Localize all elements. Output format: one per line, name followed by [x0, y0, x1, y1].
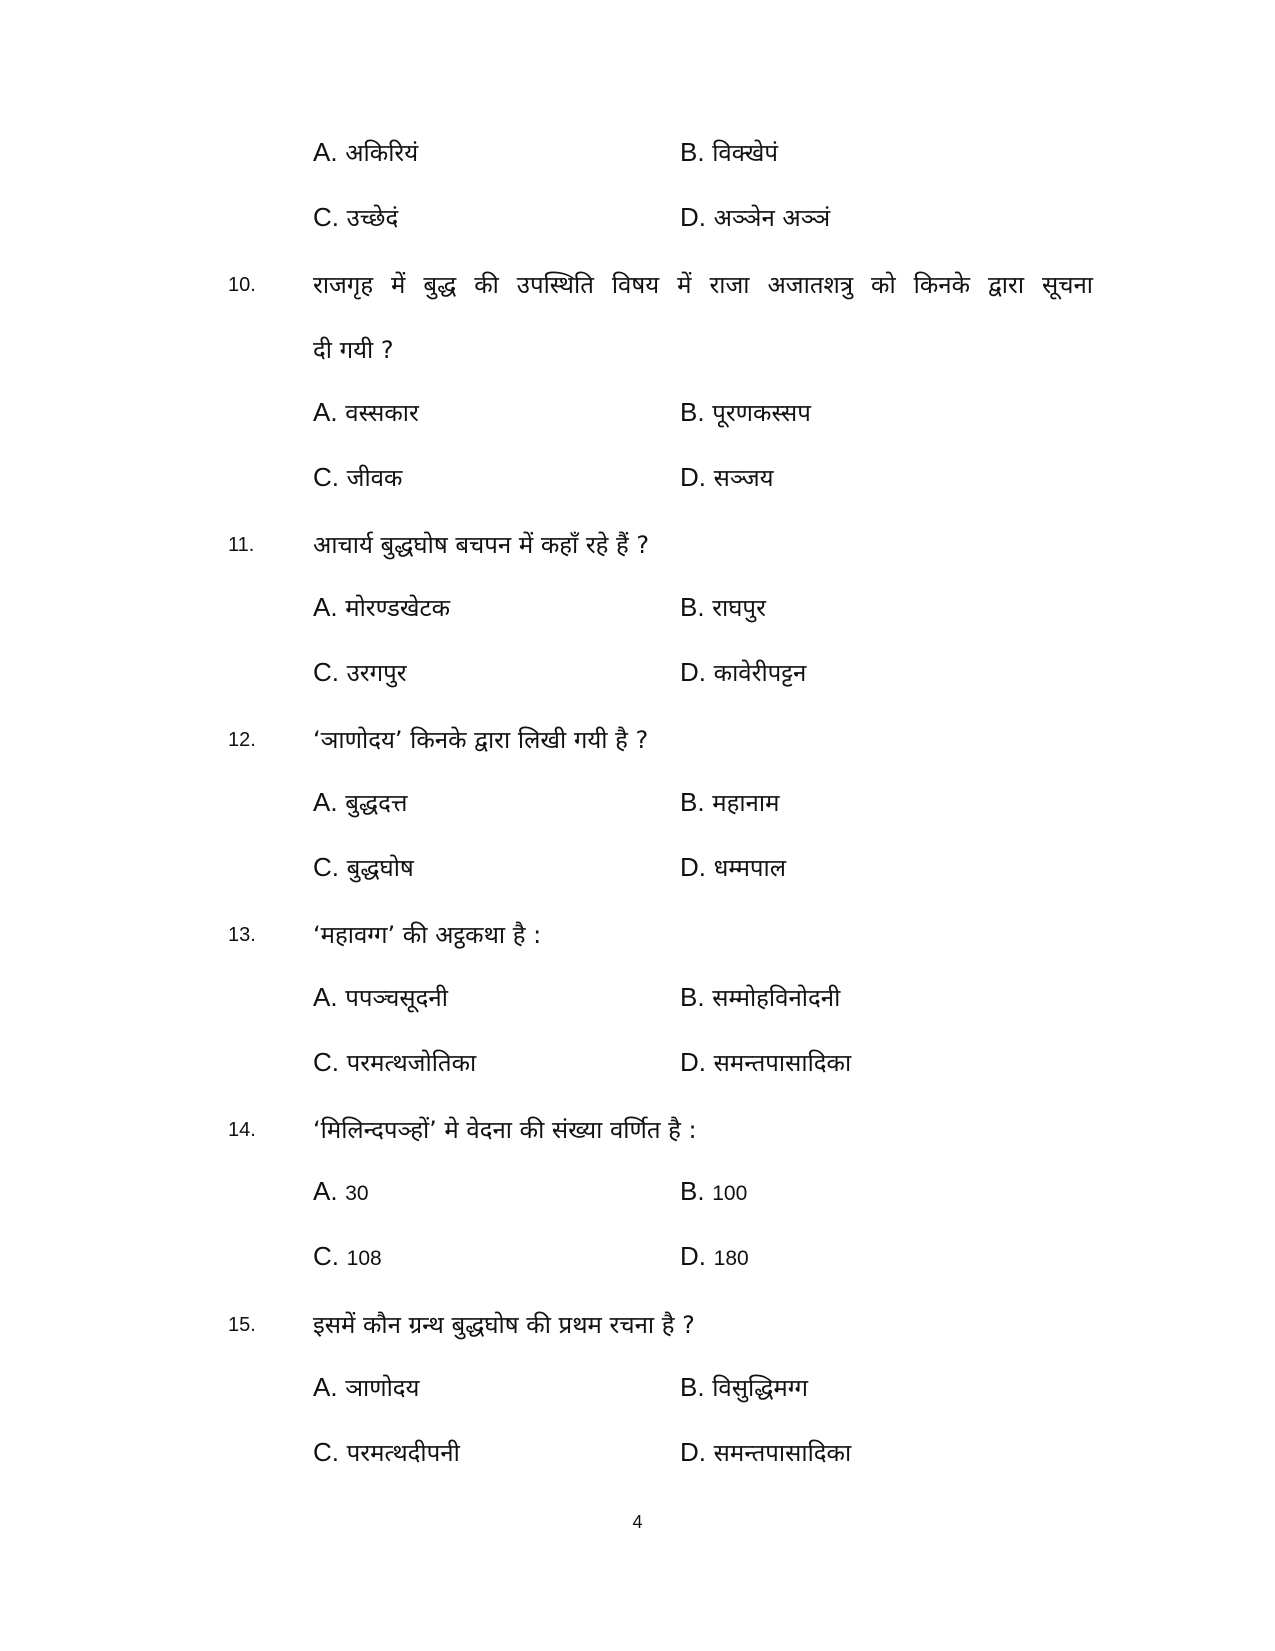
- q9-option-a: A. अकिरियं: [313, 137, 419, 167]
- q15-option-c: C. परमत्थदीपनी: [313, 1437, 460, 1467]
- q9-option-d-text: अञ्ञेन अञ्ञं: [713, 204, 831, 232]
- q11-option-a: A. मोरण्डखेटक: [313, 592, 451, 622]
- q9-option-b: B. विक्खेपं: [680, 137, 778, 167]
- question-text-line-2: दी गयी ?: [313, 336, 394, 364]
- q12-option-d-text: धम्मपाल: [713, 854, 787, 882]
- q15-option-a: A. ञाणोदय: [313, 1372, 420, 1402]
- q10-option-a-text: वस्सकार: [345, 399, 419, 427]
- question-text: ‘ञाणोदय’ किनके द्वारा लिखी गयी है ?: [313, 726, 649, 754]
- q14-option-c-text: 108: [346, 1247, 382, 1270]
- q12-options-row-2: [0, 851, 1275, 891]
- q9-option-a-text: अकिरियं: [345, 139, 419, 167]
- q9-options-row-1: [0, 136, 1275, 176]
- question-text: आचार्य बुद्धघोष बचपन में कहाँ रहे हैं ?: [313, 531, 650, 559]
- q12-option-d: D. धम्मपाल: [680, 852, 787, 882]
- q13-options-row-1: [0, 981, 1275, 1021]
- q9-option-d: D. अञ्ञेन अञ्ञं: [680, 202, 831, 232]
- q11-options-row-2: [0, 656, 1275, 696]
- question-number: 12.: [228, 729, 256, 751]
- q14-option-c: C. 108: [313, 1241, 382, 1271]
- q10-option-c-text: जीवक: [346, 464, 403, 492]
- q10-option-d-text: सञ्जय: [713, 464, 774, 492]
- q11-option-d: D. कावेरीपट्टन: [680, 657, 807, 687]
- q12-option-a: A. बुद्धदत्त: [313, 787, 408, 817]
- question-10: [0, 266, 1275, 306]
- q15-option-b-text: विसुद्धिमग्ग: [712, 1374, 809, 1402]
- question-number: 13.: [228, 924, 256, 946]
- q9-option-b-text: विक्खेपं: [712, 139, 778, 167]
- q15-option-b: B. विसुद्धिमग्ग: [680, 1372, 809, 1402]
- q14-option-b: B. 100: [680, 1176, 748, 1206]
- q10-options-row-2: [0, 461, 1275, 501]
- q11-option-b: B. राघपुर: [680, 592, 766, 622]
- question-15: [0, 1306, 1275, 1346]
- question-text: ‘महावग्ग’ की अट्ठकथा है :: [313, 921, 542, 949]
- q10-option-b: B. पूरणकस्सप: [680, 397, 811, 427]
- question-11: [0, 526, 1275, 566]
- q13-option-a: A. पपञ्चसूदनी: [313, 982, 448, 1012]
- q14-option-d-text: 180: [713, 1247, 749, 1270]
- q11-option-d-text: कावेरीपट्टन: [713, 659, 807, 687]
- q11-option-c: C. उरगपुर: [313, 657, 407, 687]
- q10-option-a: A. वस्सकार: [313, 397, 419, 427]
- q10-options-row-1: [0, 396, 1275, 436]
- q12-option-c: C. बुद्धघोष: [313, 852, 414, 882]
- q10-option-c: C. जीवक: [313, 462, 403, 492]
- q14-option-a: A. 30: [313, 1176, 369, 1206]
- q11-option-b-text: राघपुर: [712, 594, 766, 622]
- q13-option-d: D. समन्तपासादिका: [680, 1047, 852, 1077]
- question-text: ‘मिलिन्दपञ्हों’ मे वेदना की संख्या वर्णित है :: [313, 1116, 697, 1144]
- q13-option-c-text: परमत्थजोतिका: [346, 1049, 477, 1077]
- question-number: 11.: [228, 534, 255, 556]
- q14-options-row-1: [0, 1176, 1275, 1216]
- question-number: 10.: [228, 274, 256, 296]
- q14-option-d: D. 180: [680, 1241, 749, 1271]
- q9-option-c-text: उच्छेदं: [346, 204, 399, 232]
- q12-option-a-text: बुद्धदत्त: [345, 789, 408, 817]
- q10-option-d: D. सञ्जय: [680, 462, 774, 492]
- q15-option-d-text: समन्तपासादिका: [713, 1439, 852, 1467]
- q12-option-c-text: बुद्धघोष: [346, 854, 414, 882]
- q15-options-row-1: [0, 1371, 1275, 1411]
- question-text: राजगृह में बुद्ध की उपस्थिति विषय में राजा अजातशत्रु को किनके द्वारा सूचना: [313, 271, 1093, 299]
- q9-options-row-2: [0, 201, 1275, 241]
- q15-options-row-2: [0, 1436, 1275, 1476]
- q15-option-c-text: परमत्थदीपनी: [346, 1439, 460, 1467]
- question-10-continued: [0, 331, 1275, 371]
- q12-option-b: B. महानाम: [680, 787, 780, 817]
- q14-option-b-text: 100: [712, 1182, 748, 1205]
- page-number: 4: [632, 1512, 643, 1532]
- q12-option-b-text: महानाम: [712, 789, 780, 817]
- q11-option-a-text: मोरण्डखेटक: [345, 594, 451, 622]
- q13-option-c: C. परमत्थजोतिका: [313, 1047, 477, 1077]
- q11-options-row-1: [0, 591, 1275, 631]
- q10-option-b-text: पूरणकस्सप: [712, 399, 811, 427]
- q15-option-d: D. समन्तपासादिका: [680, 1437, 852, 1467]
- q9-option-c: C. उच्छेदं: [313, 202, 399, 232]
- q12-options-row-1: [0, 786, 1275, 826]
- question-number: 14.: [228, 1119, 256, 1141]
- question-14: [0, 1111, 1275, 1151]
- question-text: इसमें कौन ग्रन्थ बुद्धघोष की प्रथम रचना है ?: [313, 1311, 695, 1339]
- q14-option-a-text: 30: [345, 1182, 369, 1205]
- q11-option-c-text: उरगपुर: [346, 659, 407, 687]
- q13-option-b: B. सम्मोहविनोदनी: [680, 982, 841, 1012]
- q13-option-b-text: सम्मोहविनोदनी: [712, 984, 841, 1012]
- question-12: [0, 721, 1275, 761]
- q15-option-a-text: ञाणोदय: [345, 1374, 420, 1402]
- question-13: [0, 916, 1275, 956]
- q13-option-d-text: समन्तपासादिका: [713, 1049, 852, 1077]
- q13-options-row-2: [0, 1046, 1275, 1086]
- q14-options-row-2: [0, 1241, 1275, 1281]
- question-number: 15.: [228, 1314, 256, 1336]
- q13-option-a-text: पपञ्चसूदनी: [345, 984, 448, 1012]
